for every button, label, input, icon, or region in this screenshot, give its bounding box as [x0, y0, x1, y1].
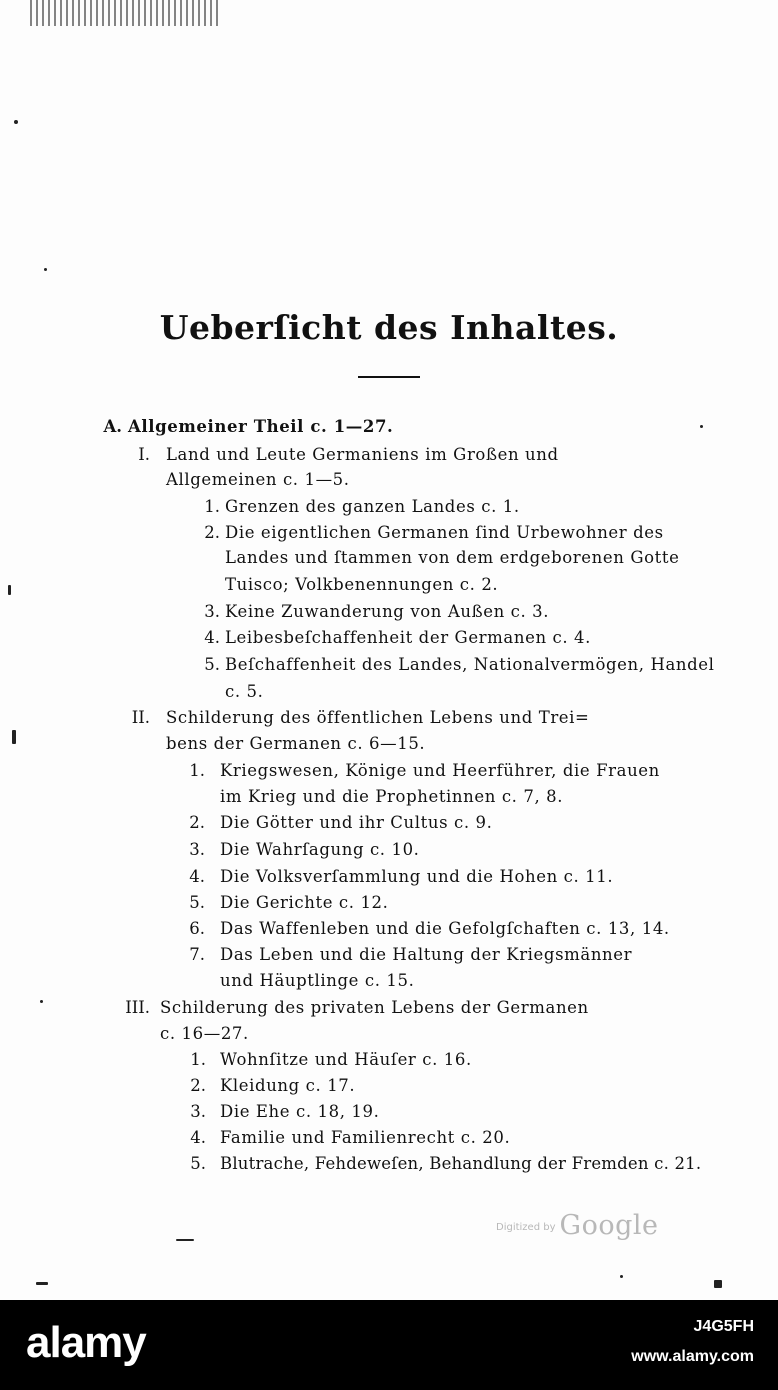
toc-entry: Beſchaffenheit des Landes, Nationalvermögen, Handel [225, 655, 715, 674]
toc-entry: Grenzen des ganzen Landes c. 1. [225, 497, 520, 516]
toc-entry: und Häuptlinge c. 15. [220, 971, 415, 990]
toc-entry: Die Volksverſammlung und die Hohen c. 11. [220, 867, 614, 886]
toc-label: 4. [190, 1128, 206, 1147]
toc-label: II. [131, 708, 150, 727]
toc-label: 2. [204, 523, 220, 542]
toc-entry: Allgemeinen c. 1—5. [166, 470, 350, 489]
toc-entry: Die Götter und ihr Cultus c. 9. [220, 813, 493, 832]
page-title: Ueberſicht des Inhaltes. [159, 308, 619, 347]
alamy-logo: alamy [26, 1318, 146, 1367]
toc-entry [128, 416, 393, 438]
scan-speck [14, 120, 18, 124]
toc-label: 4. [189, 867, 205, 886]
scan-speck [44, 268, 47, 271]
scan-speck [12, 730, 16, 744]
toc-entry: Die Wahrſagung c. 10. [220, 840, 420, 859]
toc-label: 1. [189, 761, 205, 780]
toc-text: Allgemeiner Theil c. 1—27. [128, 417, 394, 436]
toc-entry: Das Waffenleben und die Gefolgſchaften c. 13, 14. [220, 919, 670, 938]
toc-entry: Die Gerichte c. 12. [220, 893, 389, 912]
site-url: www.alamy.com [631, 1348, 754, 1365]
toc-entry: Wohnſitze und Häuſer c. 16. [220, 1050, 472, 1069]
toc-entry: Familie und Familienrecht c. 20. [220, 1128, 511, 1147]
watermark-google-text: Google [559, 1210, 659, 1241]
toc-label: 3. [189, 840, 205, 859]
scan-speck [8, 585, 11, 595]
toc-label: 5. [204, 655, 220, 674]
toc-label: 5. [189, 893, 205, 912]
toc-entry: c. 16—27. [160, 1024, 249, 1043]
scan-speck [620, 1275, 623, 1278]
title-divider [358, 376, 420, 378]
toc-entry: im Krieg und die Prophetinnen c. 7, 8. [220, 787, 564, 806]
toc-entry: Tuisco; Volkbenennungen c. 2. [225, 575, 499, 594]
toc-entry: Schilderung des privaten Lebens der Germanen [160, 998, 589, 1017]
toc-entry: Kleidung c. 17. [220, 1076, 356, 1095]
toc-entry: Schilderung des öffentlichen Lebens und Trei= [166, 708, 590, 727]
toc-label: 2. [190, 1076, 206, 1095]
toc-entry: Blutrache, Fehdeweſen, Behandlung der Fremden c. 21. [220, 1154, 702, 1173]
scan-speck [40, 1000, 43, 1003]
toc-entry: c. 5. [225, 682, 264, 701]
toc-label: 3. [190, 1102, 206, 1121]
toc-entry: Land und Leute Germaniens im Großen und [166, 445, 559, 464]
toc-label: 2. [189, 813, 205, 832]
toc-label: 7. [189, 945, 205, 964]
toc-label: 3. [204, 602, 220, 621]
digitized-watermark [496, 1210, 658, 1241]
toc-entry: Die eigentlichen Germanen ſind Urbewohner des [225, 523, 664, 542]
toc-label: A. [103, 417, 122, 436]
toc-entry: Keine Zuwanderung von Außen c. 3. [225, 602, 550, 621]
scan-speck [714, 1280, 722, 1288]
toc-entry: Das Leben und die Haltung der Kriegsmänner [220, 945, 633, 964]
scan-speck [36, 1282, 48, 1285]
toc-label: 4. [204, 628, 220, 647]
toc-label: 1. [204, 497, 220, 516]
toc-entry: Die Ehe c. 18, 19. [220, 1102, 380, 1121]
toc-entry: bens der Germanen c. 6—15. [166, 734, 426, 753]
scan-noise [30, 0, 220, 26]
watermark-small-text: Digitized by [496, 1222, 556, 1233]
image-id: J4G5FH [693, 1318, 754, 1335]
toc-entry: Kriegswesen, Könige und Heerführer, die Frauen [220, 761, 660, 780]
toc-label: III. [125, 998, 150, 1017]
stock-footer-bar [0, 1300, 778, 1390]
toc-label: 6. [189, 919, 205, 938]
scan-speck [700, 425, 703, 428]
toc-label: 5. [190, 1154, 206, 1173]
scan-speck [176, 1239, 194, 1241]
toc-entry: Landes und ſtammen von dem erdgeborenen Gotte [225, 548, 680, 567]
toc-entry: Leibesbeſchaffenheit der Germanen c. 4. [225, 628, 591, 647]
toc-label: 1. [190, 1050, 206, 1069]
toc-label: I. [138, 445, 150, 464]
